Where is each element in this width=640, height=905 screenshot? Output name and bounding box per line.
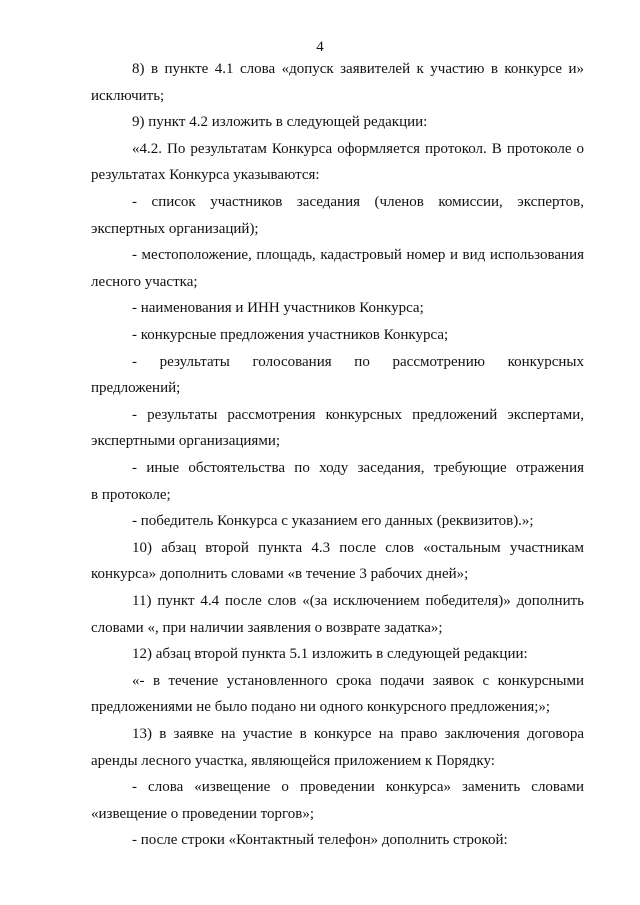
text-line: - список участников заседания (членов комиссии, экспертов, bbox=[132, 194, 584, 210]
text-line: словами «, при наличии заявления о возврате задатка»; bbox=[91, 619, 443, 636]
text-line: - конкурсные предложения участников Конкурса; bbox=[132, 327, 449, 343]
text-line: в протоколе; bbox=[91, 486, 171, 503]
text-line: - слова «извещение о проведении конкурса» заменить словами bbox=[132, 779, 584, 796]
text-line: 10) абзац второй пункта 4.3 после слов «остальным участникам bbox=[132, 539, 584, 556]
text-line: 9) пункт 4.2 изложить в следующей редакции: bbox=[132, 114, 428, 131]
text-line: - победитель Конкурса с указанием его данных (реквизитов).»; bbox=[132, 513, 534, 530]
text-line: конкурса» дополнить словами «в течение 3 рабочих дней»; bbox=[91, 566, 469, 583]
text-line: 13) в заявке на участие в конкурсе на право заключения договора bbox=[132, 726, 584, 742]
text-line: - после строки «Контактный телефон» дополнить строкой: bbox=[132, 832, 508, 849]
text-line: - иные обстоятельства по ходу заседания, требующие отражения bbox=[132, 460, 584, 476]
page-number: 4 bbox=[316, 39, 324, 55]
text-line: «извещение о проведении торгов»; bbox=[91, 805, 315, 822]
text-line: результатах Конкурса указываются: bbox=[91, 167, 320, 184]
text-line: - наименования и ИНН участников Конкурса; bbox=[132, 300, 424, 317]
text-line: экспертными организациями; bbox=[91, 433, 281, 450]
text-line: предложений; bbox=[91, 380, 181, 397]
text-line: «- в течение установленного срока подачи заявок с конкурсными bbox=[132, 672, 584, 689]
text-line: «4.2. По результатам Конкурса оформляется протокол. В протоколе о bbox=[132, 140, 584, 157]
text-line: лесного участка; bbox=[91, 273, 198, 290]
text-line: предложениями не было подано ни одного конкурсного предложения;»; bbox=[91, 699, 551, 716]
text-line: исключить; bbox=[91, 87, 165, 104]
text-line: 12) абзац второй пункта 5.1 изложить в следующей редакции: bbox=[132, 646, 528, 663]
text-line: - результаты рассмотрения конкурсных предложений экспертами, bbox=[132, 406, 584, 423]
text-line: - результаты голосования по рассмотрению конкурсных bbox=[132, 353, 584, 370]
text-line: - местоположение, площадь, кадастровый номер и вид использования bbox=[132, 247, 584, 264]
text-line: 8) в пункте 4.1 слова «допуск заявителей к участию в конкурсе и» bbox=[132, 61, 584, 77]
text-line: 11) пункт 4.4 после слов «(за исключением победителя)» дополнить bbox=[132, 593, 584, 609]
text-line: аренды лесного участка, являющейся приложением к Порядку: bbox=[91, 752, 495, 769]
text-line: экспертных организаций); bbox=[91, 220, 259, 237]
